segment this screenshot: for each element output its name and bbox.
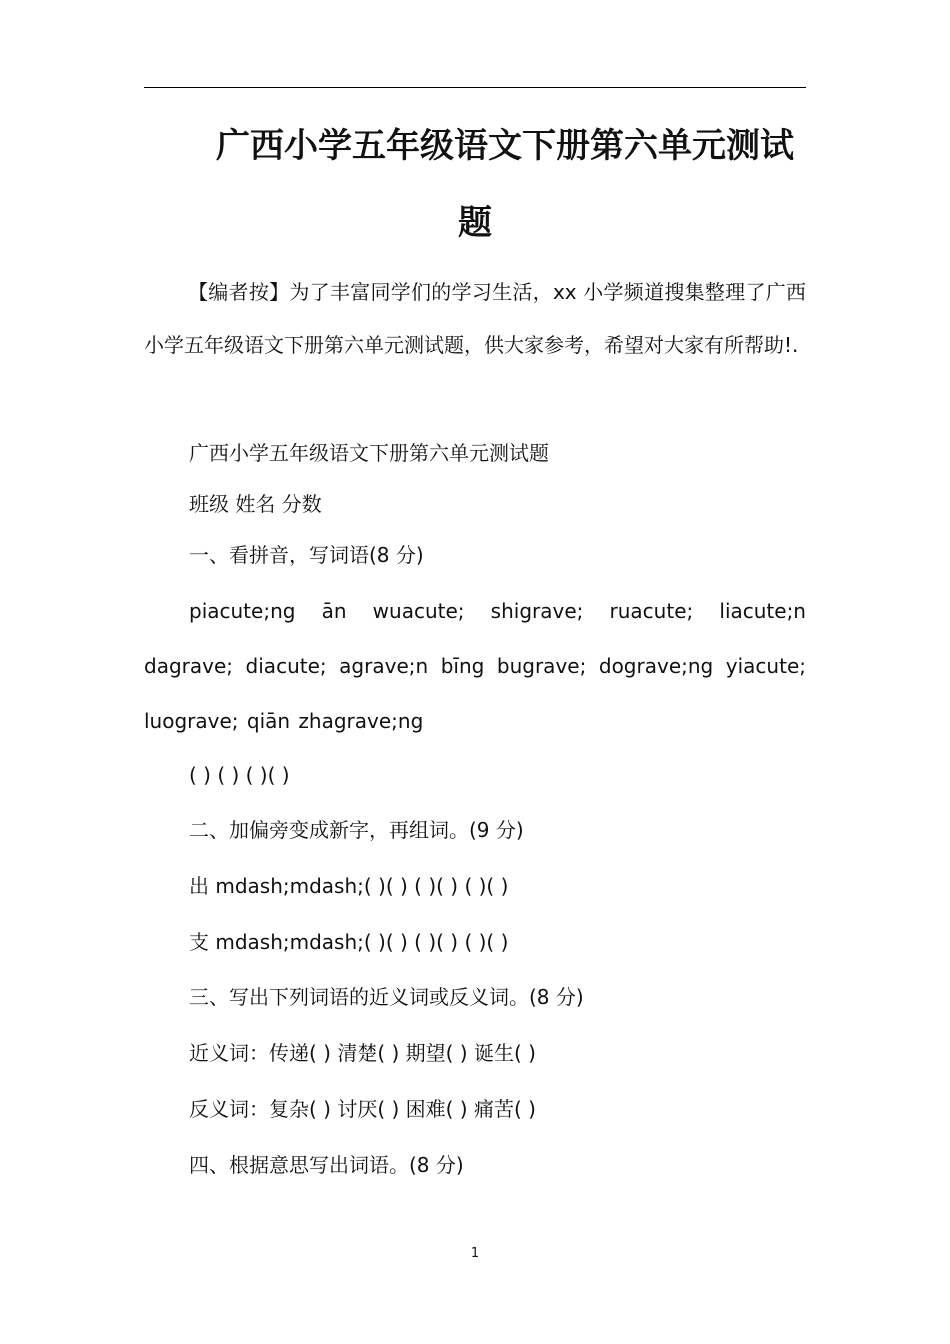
page-title-continued: 题: [458, 203, 492, 243]
header-rule: [144, 87, 806, 88]
section3-synonyms: 近义词：传递( ) 清楚( ) 期望( ) 诞生( ): [189, 1041, 536, 1065]
section2-line-chu: 出 mdash;mdash;( )( ) ( )( ) ( )( ): [189, 874, 509, 898]
section3-antonyms: 反义词：复杂( ) 讨厌( ) 困难( ) 痛苦( ): [189, 1097, 536, 1121]
section1-heading: 一、看拼音，写词语(8 分): [189, 543, 424, 567]
section2-line-zhi: 支 mdash;mdash;( )( ) ( )( ) ( )( ): [189, 930, 509, 954]
subtitle: 广西小学五年级语文下册第六单元测试题: [189, 441, 549, 465]
section3-heading: 三、写出下列词语的近义词或反义词。(8 分): [189, 985, 584, 1009]
section4-heading: 四、根据意思写出词语。(8 分): [189, 1153, 464, 1177]
editor-note-paragraph: 【编者按】为了丰富同学们的学习生活，xx 小学频道搜集整理了广西小学五年级语文下册第六单元测试题，供大家参考，希望对大家有所帮助!.: [144, 280, 806, 357]
page-number: 1: [470, 1246, 480, 1261]
section1-blanks: ( ) ( ) ( )( ): [189, 763, 290, 787]
page-title: 广西小学五年级语文下册第六单元测试: [216, 126, 794, 166]
section2-heading: 二、加偏旁变成新字，再组词。(9 分): [189, 818, 524, 842]
section1-pinyin: piacute;ng ān wuacute; shigrave; ruacute; liacute;n dagrave; diacute; agrave;n bīng bugrave; dograve;ng yiacute; luograve; qiān zhagrave;ng: [144, 599, 806, 733]
student-info-fields: 班级 姓名 分数: [189, 492, 322, 516]
